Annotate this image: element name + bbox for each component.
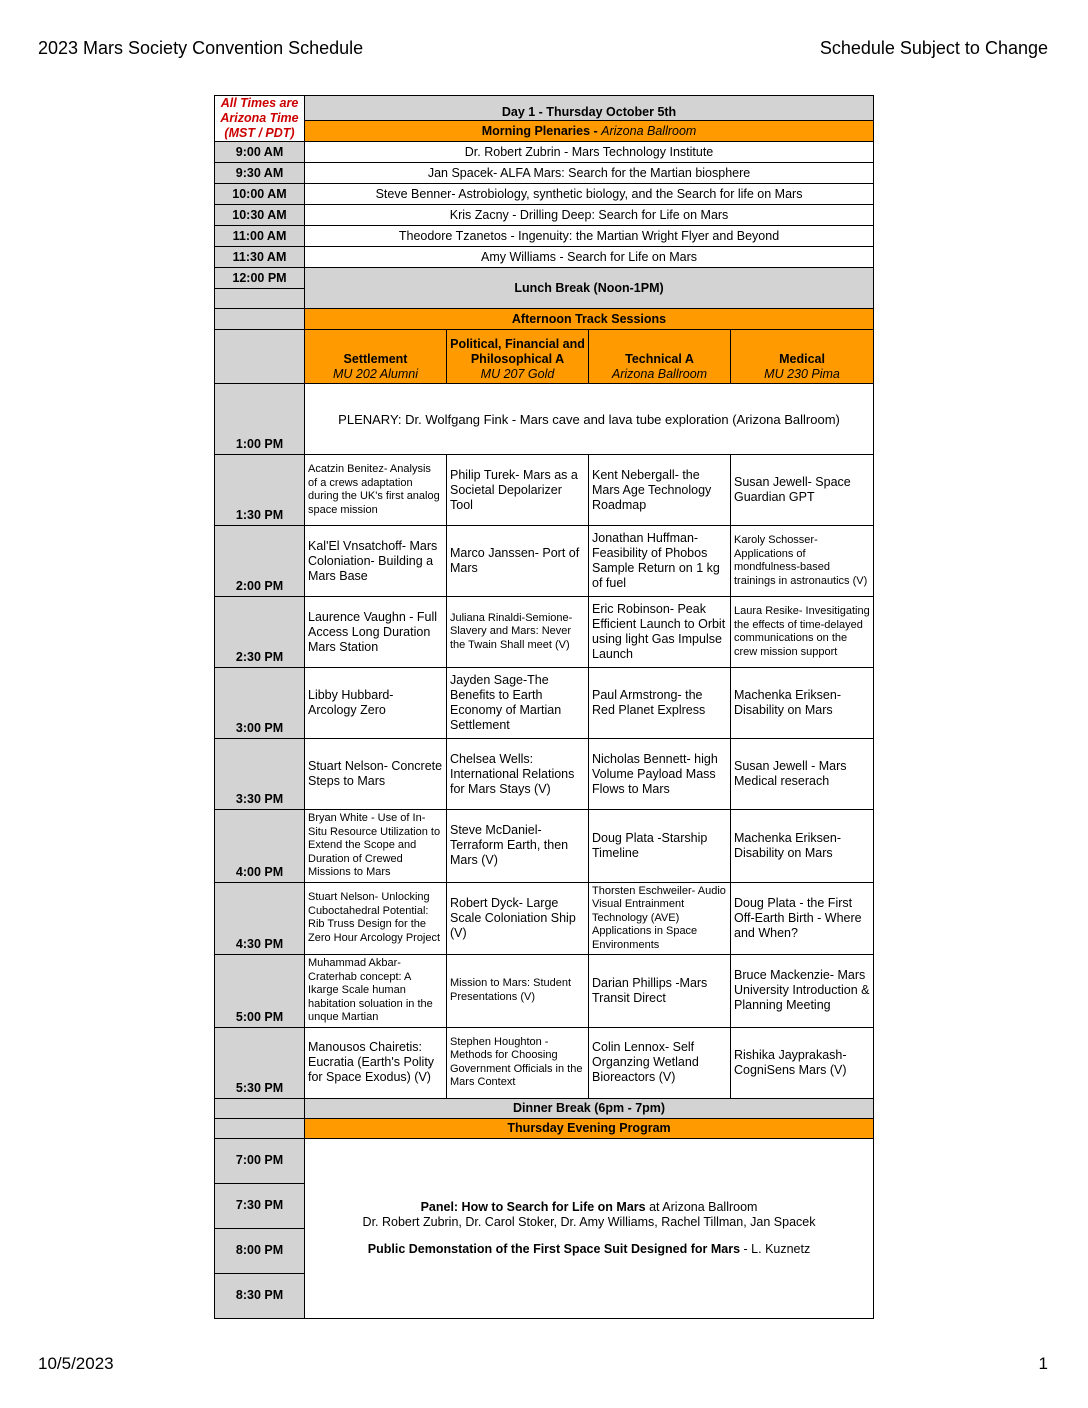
session-talk: Chelsea Wells: International Relations for Mars Stays (V) bbox=[447, 739, 589, 810]
session-talk: Laura Resike- Invesitigating the effects of time-delayed communications on the crew mission support bbox=[731, 597, 874, 668]
session-talk: Stephen Houghton - Methods for Choosing Government Officials in the Mars Context bbox=[447, 1027, 589, 1098]
time-cell: 8:00 PM bbox=[215, 1228, 305, 1273]
time-cell: 11:30 AM bbox=[215, 247, 305, 268]
time-cell: 10:00 AM bbox=[215, 184, 305, 205]
doc-title: 2023 Mars Society Convention Schedule bbox=[38, 38, 364, 58]
time-cell: 7:30 PM bbox=[215, 1183, 305, 1228]
time-cell: 9:00 AM bbox=[215, 142, 305, 163]
morning-talk: Steve Benner- Astrobiology, synthetic biology, and the Search for life on Mars bbox=[305, 184, 874, 205]
session-talk: Mission to Mars: Student Presentations (V) bbox=[447, 955, 589, 1028]
empty-time-cell bbox=[215, 1118, 305, 1138]
timezone-note: All Times are Arizona Time (MST / PDT) bbox=[215, 96, 305, 142]
session-talk: Susan Jewell- Space Guardian GPT bbox=[731, 455, 874, 526]
session-talk: Jayden Sage-The Benefits to Earth Economy of Martian Settlement bbox=[447, 668, 589, 739]
session-talk: Darian Phillips -Mars Transit Direct bbox=[589, 955, 731, 1028]
time-cell: 1:30 PM bbox=[215, 455, 305, 526]
morning-talk: Amy Williams - Search for Life on Mars bbox=[305, 247, 874, 268]
time-cell: 10:30 AM bbox=[215, 205, 305, 226]
page-number: 1 bbox=[1038, 1354, 1048, 1373]
session-talk: Stuart Nelson- Concrete Steps to Mars bbox=[305, 739, 447, 810]
time-cell: 3:00 PM bbox=[215, 668, 305, 739]
afternoon-plenary: PLENARY: Dr. Wolfgang Fink - Mars cave and lava tube exploration (Arizona Ballroom) bbox=[305, 384, 874, 455]
session-talk: Karoly Schosser- Applications of mondfulness-based trainings in astronautics (V) bbox=[731, 526, 874, 597]
dinner-break: Dinner Break (6pm - 7pm) bbox=[305, 1098, 874, 1118]
session-talk: Muhammad Akbar- Craterhab concept: A Ikarge Scale human habitation soluation in the unque Martian bbox=[305, 955, 447, 1028]
evening-header: Thursday Evening Program bbox=[305, 1118, 874, 1138]
session-talk: Marco Janssen- Port of Mars bbox=[447, 526, 589, 597]
schedule-table bbox=[214, 95, 874, 1319]
time-cell: 2:30 PM bbox=[215, 597, 305, 668]
session-talk: Philip Turek- Mars as a Societal Depolarizer Tool bbox=[447, 455, 589, 526]
empty-time-cell bbox=[215, 1098, 305, 1118]
session-talk: Bryan White - Use of In-Situ Resource Utilization to Extend the Scope and Duration of Crewed Missions to Mars bbox=[305, 810, 447, 883]
session-talk: Machenka Eriksen- Disability on Mars bbox=[731, 810, 874, 883]
session-talk: Acatzin Benitez- Analysis of a crews adaptation during the UK's first analog space mission bbox=[305, 455, 447, 526]
session-talk: Nicholas Bennett- high Volume Payload Mass Flows to Mars bbox=[589, 739, 731, 810]
empty-time-cell bbox=[215, 330, 305, 384]
session-talk: Laurence Vaughn - Full Access Long Duration Mars Station bbox=[305, 597, 447, 668]
session-talk: Kent Nebergall- the Mars Age Technology Roadmap bbox=[589, 455, 731, 526]
morning-plenaries-header: Morning Plenaries - Arizona Ballroom bbox=[305, 121, 874, 142]
time-cell: 4:30 PM bbox=[215, 882, 305, 955]
time-cell: 8:30 PM bbox=[215, 1273, 305, 1318]
session-talk: Robert Dyck- Large Scale Coloniation Ship (V) bbox=[447, 882, 589, 955]
time-cell: 9:30 AM bbox=[215, 163, 305, 184]
track-medical: Medical MU 230 Pima bbox=[731, 330, 874, 384]
time-cell: 2:00 PM bbox=[215, 526, 305, 597]
session-talk: Bruce Mackenzie- Mars University Introduction & Planning Meeting bbox=[731, 955, 874, 1028]
session-talk: Stuart Nelson- Unlocking Cuboctahedral Potential: Rib Truss Design for the Zero Hour Arcology Project bbox=[305, 882, 447, 955]
change-notice: Schedule Subject to Change bbox=[819, 38, 1048, 58]
time-cell: 7:00 PM bbox=[215, 1138, 305, 1183]
footer-date: 10/5/2023 bbox=[38, 1354, 114, 1373]
evening-program bbox=[305, 1138, 874, 1318]
empty-time-cell bbox=[215, 289, 305, 309]
time-cell: 1:00 PM bbox=[215, 384, 305, 455]
session-talk: Kal'El Vnsatchoff- Mars Coloniation- Building a Mars Base bbox=[305, 526, 447, 597]
track-settlement: Settlement MU 202 Alumni bbox=[305, 330, 447, 384]
demo-line: Public Demonstation of the First Space Suit Designed for Mars - L. Kuznetz bbox=[367, 1241, 811, 1256]
session-talk: Paul Armstrong- the Red Planet Explress bbox=[589, 668, 731, 739]
time-cell: 11:00 AM bbox=[215, 226, 305, 247]
session-talk: Doug Plata -Starship Timeline bbox=[589, 810, 731, 883]
panel-line: Panel: How to Search for Life on Mars at Arizona Ballroom bbox=[420, 1199, 758, 1214]
session-talk: Juliana Rinaldi-Semione- Slavery and Mars: Never the Twain Shall meet (V) bbox=[447, 597, 589, 668]
time-cell: 12:00 PM bbox=[215, 268, 305, 289]
morning-talk: Kris Zacny - Drilling Deep: Search for Life on Mars bbox=[305, 205, 874, 226]
session-talk: Steve McDaniel- Terraform Earth, then Mars (V) bbox=[447, 810, 589, 883]
session-talk: Rishika Jayprakash- CogniSens Mars (V) bbox=[731, 1027, 874, 1098]
lunch-break: Lunch Break (Noon-1PM) bbox=[305, 268, 874, 309]
session-talk: Thorsten Eschweiler- Audio Visual Entrainment Technology (AVE) Applications in Space Environments bbox=[589, 882, 731, 955]
session-talk: Jonathan Huffman- Feasibility of Phobos Sample Return on 1 kg of fuel bbox=[589, 526, 731, 597]
session-talk: Libby Hubbard- Arcology Zero bbox=[305, 668, 447, 739]
session-talk: Eric Robinson- Peak Efficient Launch to Orbit using light Gas Impulse Launch bbox=[589, 597, 731, 668]
track-technical: Technical A Arizona Ballroom bbox=[589, 330, 731, 384]
afternoon-header: Afternoon Track Sessions bbox=[305, 309, 874, 330]
day-title: Day 1 - Thursday October 5th bbox=[305, 96, 874, 121]
time-cell: 3:30 PM bbox=[215, 739, 305, 810]
time-cell: 5:30 PM bbox=[215, 1027, 305, 1098]
session-talk: Doug Plata - the First Off-Earth Birth - Where and When? bbox=[731, 882, 874, 955]
session-talk: Machenka Eriksen- Disability on Mars bbox=[731, 668, 874, 739]
empty-time-cell bbox=[215, 309, 305, 330]
session-talk: Susan Jewell - Mars Medical reserach bbox=[731, 739, 874, 810]
session-talk: Manousos Chairetis: Eucratia (Earth's Polity for Space Exodus) (V) bbox=[305, 1027, 447, 1098]
morning-talk: Theodore Tzanetos - Ingenuity: the Martian Wright Flyer and Beyond bbox=[305, 226, 874, 247]
time-cell: 4:00 PM bbox=[215, 810, 305, 883]
time-cell: 5:00 PM bbox=[215, 955, 305, 1028]
track-political: Political, Financial and Philosophical A MU 207 Gold bbox=[447, 330, 589, 384]
morning-talk: Dr. Robert Zubrin - Mars Technology Institute bbox=[305, 142, 874, 163]
morning-talk: Jan Spacek- ALFA Mars: Search for the Martian biosphere bbox=[305, 163, 874, 184]
session-talk: Colin Lennox- Self Organzing Wetland Bioreactors (V) bbox=[589, 1027, 731, 1098]
panelists: Dr. Robert Zubrin, Dr. Carol Stoker, Dr. Amy Williams, Rachel Tillman, Jan Spacek bbox=[362, 1214, 816, 1229]
